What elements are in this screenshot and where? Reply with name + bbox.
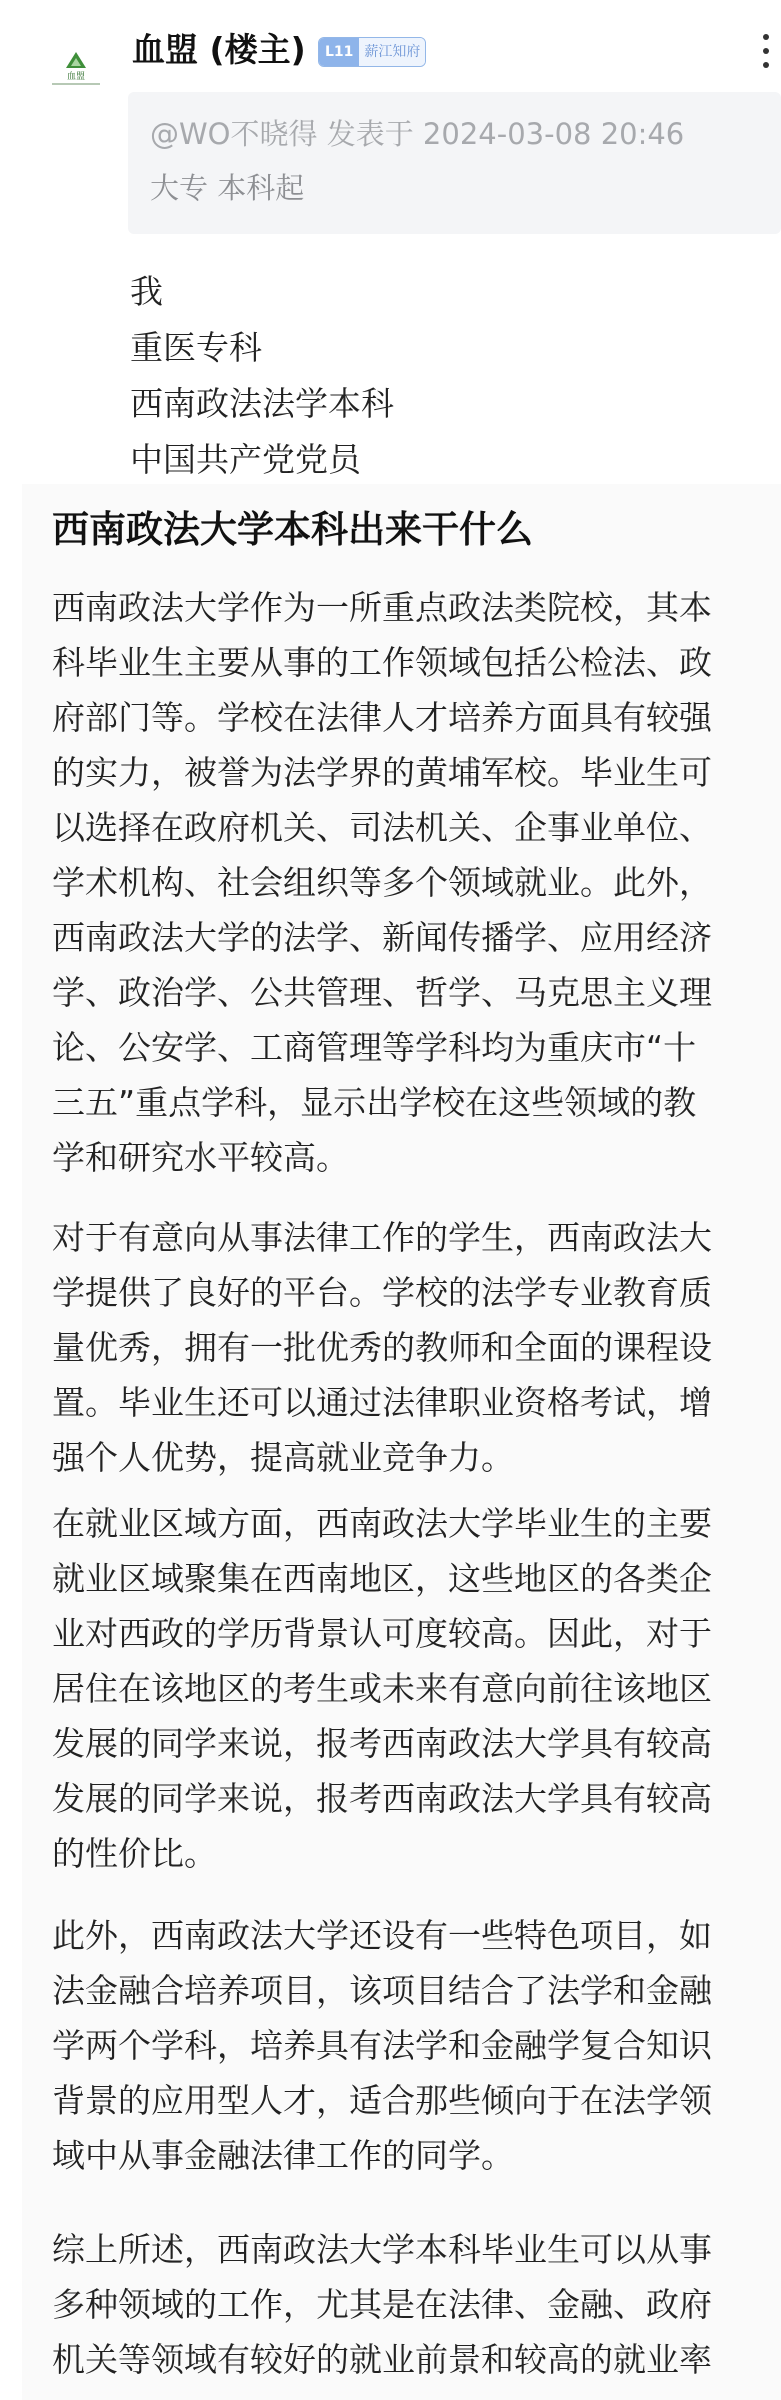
paragraph-line: 西南政法大学作为一所重点政法类院校，其本 bbox=[52, 588, 712, 627]
paragraph-line: 对于有意向从事法律工作的学生，西南政法大 bbox=[52, 1218, 712, 1257]
paragraph-line: 三五”重点学科，显示出学校在这些领域的教 bbox=[52, 1083, 697, 1122]
paragraph-line: 的性价比。 bbox=[52, 1834, 217, 1873]
paragraph-line: 论、公安学、工商管理等学科均为重庆市“十 bbox=[52, 1028, 697, 1067]
paragraph-line: 学提供了良好的平台。学校的法学专业教育质 bbox=[52, 1273, 712, 1312]
paragraph-line: 学两个学科，培养具有法学和金融学复合知识 bbox=[52, 2026, 712, 2065]
more-dot bbox=[763, 48, 769, 54]
paragraph-line: 此外，西南政法大学还设有一些特色项目，如 bbox=[52, 1916, 712, 1955]
paragraph-line: 居住在该地区的考生或未来有意向前往该地区 bbox=[52, 1669, 712, 1708]
article-screenshot[interactable] bbox=[22, 484, 781, 2400]
article-paragraph bbox=[52, 1496, 781, 1881]
username[interactable]: 血盟 (楼主) bbox=[132, 30, 306, 69]
reply-line: 我 bbox=[130, 272, 163, 311]
article-paragraph bbox=[52, 580, 781, 1185]
paragraph-line: 在就业区域方面，西南政法大学毕业生的主要 bbox=[52, 1504, 712, 1543]
paragraph-line: 学和研究水平较高。 bbox=[52, 1138, 349, 1177]
level-title: 薪江知府 bbox=[359, 38, 425, 66]
reply-line: 重医专科 bbox=[130, 328, 262, 367]
paragraph-line: 法金融合培养项目，该项目结合了法学和金融 bbox=[52, 1971, 712, 2010]
quote-text: 大专 本科起 bbox=[150, 171, 305, 205]
paragraph-line: 域中从事金融法律工作的同学。 bbox=[52, 2136, 514, 2175]
quoted-post[interactable] bbox=[128, 92, 781, 234]
paragraph-line: 背景的应用型人才，适合那些倾向于在法学领 bbox=[52, 2081, 712, 2120]
avatar[interactable] bbox=[52, 46, 100, 94]
paragraph-line: 机关等领域有较好的就业前景和较高的就业率 bbox=[52, 2340, 712, 2379]
paragraph-line: 置。毕业生还可以通过法律职业资格考试，增 bbox=[52, 1383, 712, 1422]
reply-text bbox=[130, 264, 394, 488]
reply-line: 中国共产党党员 bbox=[130, 440, 361, 479]
paragraph-line: 强个人优势，提高就业竞争力。 bbox=[52, 1438, 514, 1477]
level-number: L11 bbox=[319, 38, 359, 66]
level-badge[interactable] bbox=[318, 37, 426, 67]
article-paragraph bbox=[52, 1210, 781, 1485]
more-options-icon[interactable] bbox=[762, 34, 770, 68]
paragraph-line: 业对西政的学历背景认可度较高。因此，对于 bbox=[52, 1614, 712, 1653]
more-dot bbox=[763, 34, 769, 40]
quote-meta: @WO不晓得 发表于 2024-03-08 20:46 bbox=[150, 117, 685, 151]
paragraph-line: 量优秀，拥有一批优秀的教师和全面的课程设 bbox=[52, 1328, 712, 1367]
reply-line: 西南政法法学本科 bbox=[130, 384, 394, 423]
article-paragraph bbox=[52, 2222, 781, 2387]
paragraph-line: 府部门等。学校在法律人才培养方面具有较强 bbox=[52, 698, 712, 737]
paragraph-line: 发展的同学来说，报考西南政法大学具有较高 bbox=[52, 1779, 712, 1818]
article-title: 西南政法大学本科出来干什么 bbox=[52, 508, 533, 551]
paragraph-line: 就业区域聚集在西南地区，这些地区的各类企 bbox=[52, 1559, 712, 1598]
paragraph-line: 学术机构、社会组织等多个领域就业。此外， bbox=[52, 863, 712, 902]
paragraph-line: 的实力，被誉为法学界的黄埔军校。毕业生可 bbox=[52, 753, 712, 792]
paragraph-line: 发展的同学来说，报考西南政法大学具有较高 bbox=[52, 1724, 712, 1763]
article-paragraph bbox=[52, 1908, 781, 2183]
avatar-underline bbox=[52, 83, 100, 85]
paragraph-line: 科毕业生主要从事的工作领域包括公检法、政 bbox=[52, 643, 712, 682]
paragraph-line: 学、政治学、公共管理、哲学、马克思主义理 bbox=[52, 973, 712, 1012]
avatar-label: 血盟 bbox=[66, 72, 85, 82]
more-dot bbox=[763, 62, 769, 68]
paragraph-line: 以选择在政府机关、司法机关、企事业单位、 bbox=[52, 808, 712, 847]
tree-logo-inner-icon bbox=[71, 58, 81, 66]
paragraph-line: 西南政法大学的法学、新闻传播学、应用经济 bbox=[52, 918, 712, 957]
paragraph-line: 综上所述，西南政法大学本科毕业生可以从事 bbox=[52, 2230, 712, 2269]
paragraph-line: 多种领域的工作，尤其是在法律、金融、政府 bbox=[52, 2285, 712, 2324]
